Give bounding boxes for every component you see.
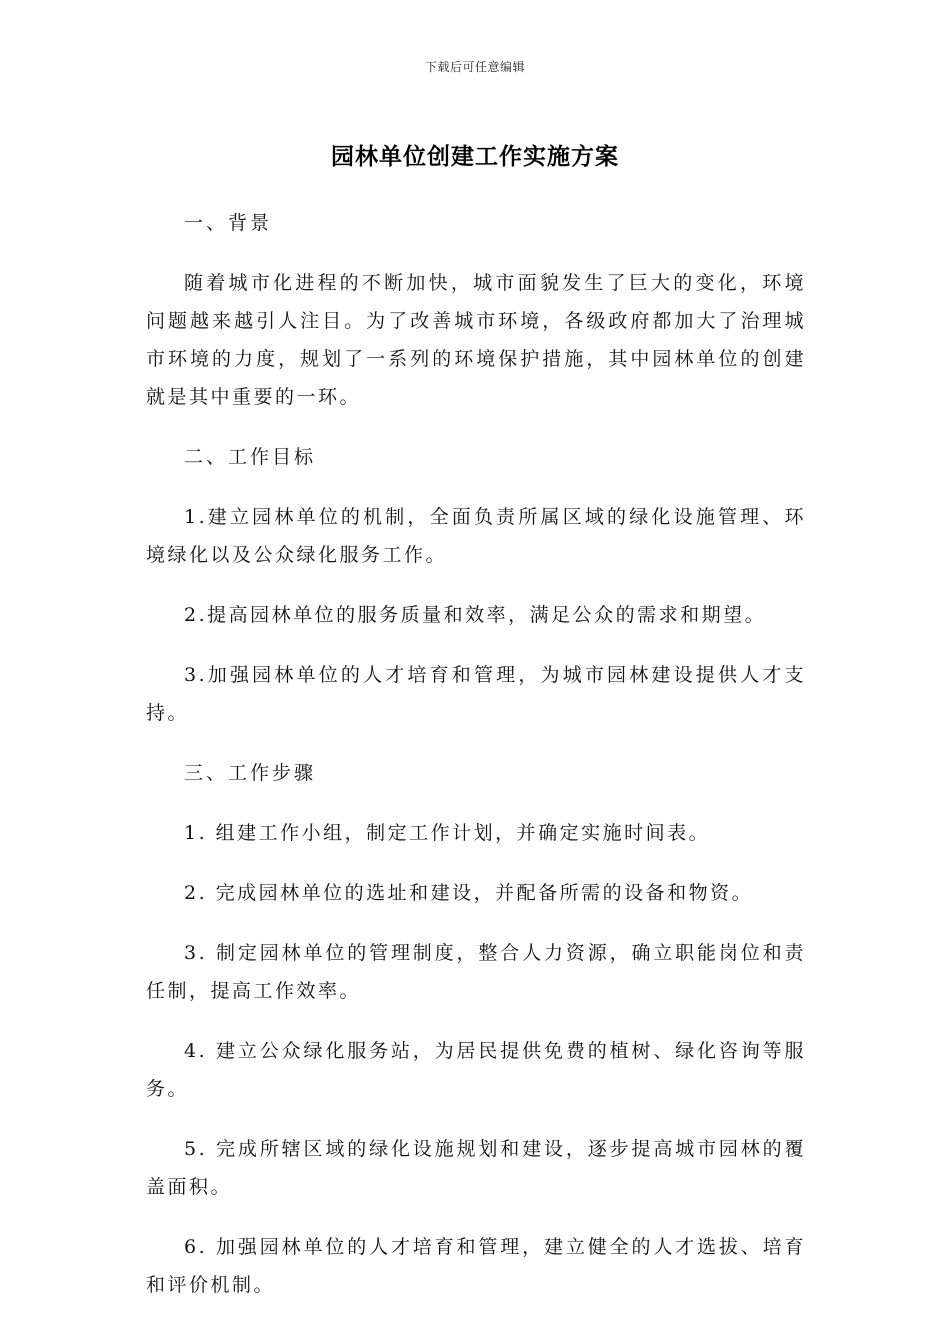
- step-item-1: 1. 组建工作小组，制定工作计划，并确定实施时间表。: [184, 822, 711, 844]
- header-note: 下载后可任意编辑: [424, 60, 525, 74]
- paragraph-background: 随着城市化进程的不断加快，城市面貌发生了巨大的变化，环境问题越来越引人注目。为了改善城市环境，各级政府都加大了治理城市环境的力度，规划了一系列的环境保护措施，其中园林单位的创建就是其中重要的一环。: [146, 272, 806, 408]
- step-item-5: 5. 完成所辖区域的绿化设施规划和建设，逐步提高城市园林的覆盖面积。: [146, 1138, 806, 1198]
- section-heading-background: 一、背景: [184, 212, 273, 234]
- step-item-3: 3. 制定园林单位的管理制度，整合人力资源，确立职能岗位和责任制，提高工作效率。: [146, 942, 806, 1002]
- goal-item-3: 3.加强园林单位的人才培育和管理，为城市园林建设提供人才支持。: [146, 664, 806, 724]
- document-body: [146, 204, 806, 1326]
- goal-item-2: 2.提高园林单位的服务质量和效率，满足公众的需求和期望。: [184, 604, 767, 626]
- section-heading-goals: 二、工作目标: [184, 446, 317, 468]
- section-heading-steps: 三、工作步骤: [184, 762, 317, 784]
- step-item-4: 4. 建立公众绿化服务站，为居民提供免费的植树、绿化咨询等服务。: [146, 1040, 806, 1100]
- step-item-6: 6. 加强园林单位的人才培育和管理，建立健全的人才选拔、培育和评价机制。: [146, 1236, 806, 1296]
- document-title: 园林单位创建工作实施方案: [331, 144, 619, 170]
- step-item-2: 2. 完成园林单位的选址和建设，并配备所需的设备和物资。: [184, 882, 754, 904]
- goal-item-1: 1.建立园林单位的机制，全面负责所属区域的绿化设施管理、环境绿化以及公众绿化服务工作。: [146, 506, 806, 566]
